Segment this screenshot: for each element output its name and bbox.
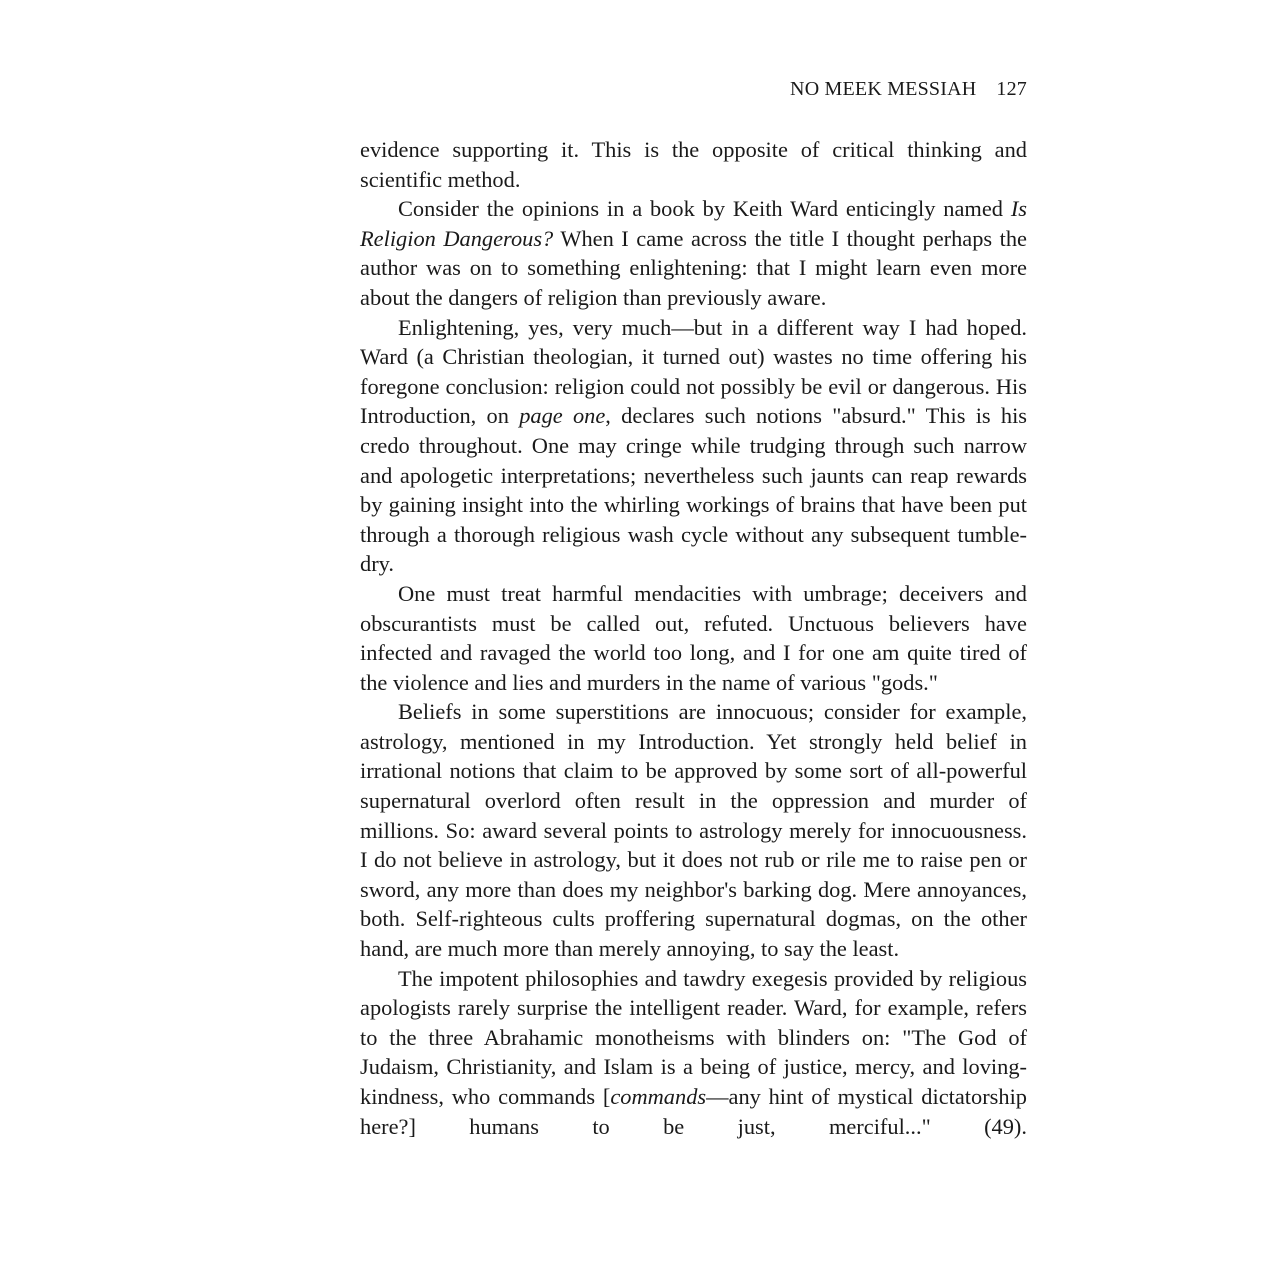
text-run: —any hint of mystical dictatorship here?] humans to be just, merciful..." (49). (360, 1084, 1027, 1139)
text-run: Consider the opinions in a book by Keith Ward enticingly named (398, 196, 1011, 222)
text-run: The impotent philosophies and tawdry exegesis provided by religious apologists rarely surprise the intelligent reader. Ward, for example, refers to the three Abrahamic monotheisms with blinders on: "The God of Judaism, Christianity, and Islam is a being of justice, mercy, and loving-kindness, who commands [ (360, 965, 1027, 1109)
paragraph (360, 313, 1027, 579)
emphasis-italic: commands (610, 1084, 707, 1109)
emphasis-italic: page one (519, 403, 606, 429)
paragraph (360, 964, 1027, 1142)
text-run: evidence supporting it. This is the opposite of critical thinking and scientific method. (360, 137, 1027, 192)
book-title-italic: Is Religion Dangerous? (360, 196, 1027, 251)
paragraph (360, 194, 1027, 312)
text-run: , declares such notions "absurd." This is his credo throughout. One may cringe while trudging through such narrow and apologetic interpretations; nevertheless such jaunts can reap rewards by gaining insight into the whirling workings of brains that have been put through a thorough religious wash cycle without any subsequent tumble-dry. (360, 403, 1028, 577)
running-head (790, 78, 1027, 101)
paragraph-continuation (360, 135, 1027, 194)
running-head-title: NO MEEK MESSIAH (790, 78, 977, 100)
body-text (360, 135, 1027, 1141)
text-run: Beliefs in some superstitions are innocuous; consider for example, astrology, mentioned in my Introduction. Yet strongly held belief in irrational notions that claim to be approved by some sort of all-powerful supernatural overlord often result in the oppression and murder of millions. So: award several points to astrology merely for innocuousness. I do not believe in astrology, but it does not rub or rile me to raise pen or sword, any more than does my neighbor's barking dog. Mere annoyances, both. Self-righteous cults proffering supernatural dogmas, on the other hand, are much more than merely annoying, to say the least. (360, 699, 1027, 962)
page-number: 127 (996, 78, 1027, 100)
text-run: Enlightening, yes, very much—but in a different way I had hoped. Ward (a Christian theologian, it turned out) wastes no time offering his foregone conclusion: religion could not possibly be evil or dangerous. His Introduction, on (360, 314, 1027, 429)
paragraph (360, 579, 1027, 697)
paragraph (360, 697, 1027, 963)
text-run: One must treat harmful mendacities with umbrage; deceivers and obscurantists must be called out, refuted. Unctuous believers have infected and ravaged the world too long, and I for one am quite tired of the violence and lies and murders in the name of various "gods." (360, 580, 1027, 695)
text-run: When I came across the title I thought perhaps the author was on to something enlightening: that I might learn even more about the dangers of religion than previously aware. (360, 225, 1027, 310)
